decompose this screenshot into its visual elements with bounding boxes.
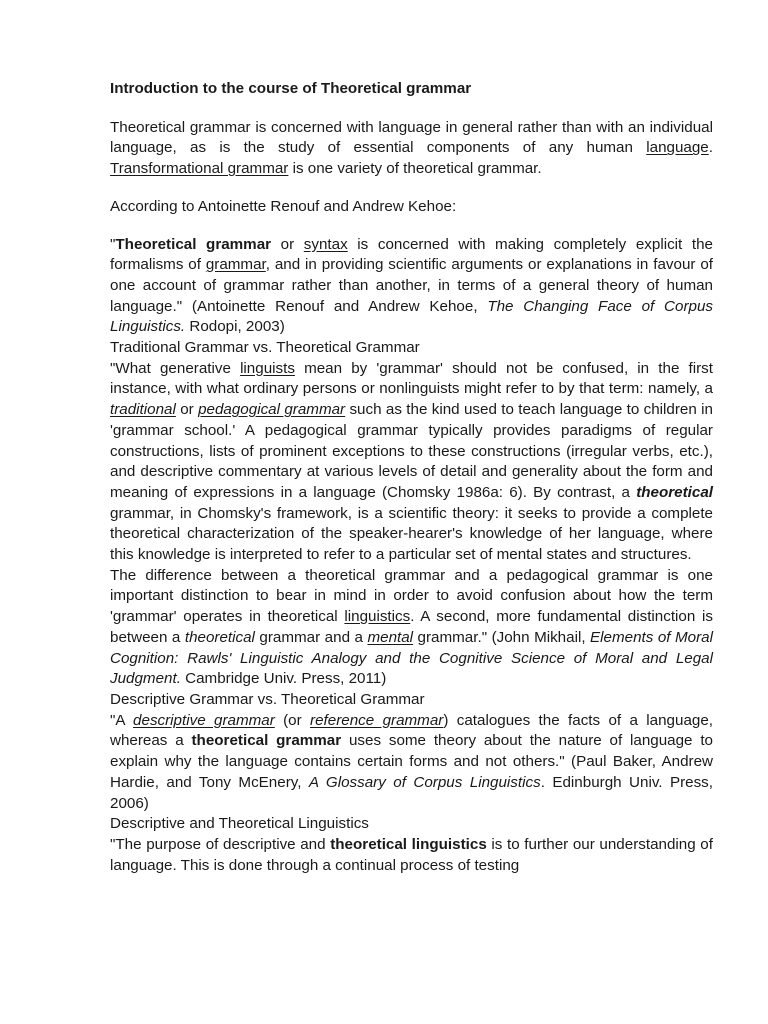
link-reference-grammar[interactable]: reference grammar	[310, 711, 444, 729]
paragraph-descriptive-grammar: "A descriptive grammar (or reference grammar) catalogues the facts of a language, whereas a theoretical grammar uses some theory about the nature of language to explain why the language contains certain forms and not others." (Paul Baker, Andrew Hardie, and Tony McEnery, A Glossary of Corpus Linguistics. Edinburgh Univ. Press, 2006)	[110, 711, 714, 812]
paragraph-difference: The difference between a theoretical grammar and a pedagogical grammar is one important distinction to bear in mind in order to avoid confusion about how the term 'grammar' operates in theoretical linguistics. A second, more fundamental distinction is between a theoretical grammar and a mental grammar." (John Mikhail, Elements of Moral Cognition: Rawls' Linguistic Analogy and the Cognitive Science of Moral and Legal Judgment. Cambridge Univ. Press, 2011)	[110, 566, 713, 688]
link-pedagogical-grammar[interactable]: pedagogical grammar	[198, 401, 346, 419]
link-transformational-grammar[interactable]: Transformational grammar	[110, 160, 289, 178]
link-traditional[interactable]: traditional	[110, 401, 176, 419]
document-title: Introduction to the course of Theoretical grammar	[110, 80, 472, 97]
link-descriptive-grammar[interactable]: descriptive grammar	[133, 711, 275, 729]
paragraph-renouf-quote: "Theoretical grammar or syntax is concerned with making completely explicit the formalisms of grammar, and in providing scientific arguments or explanations in favour of one account of grammar rather than another, in terms of a general theory of human language." (Antoinette Renouf and Andrew Kehoe, The Changing Face of Corpus Linguistics. Rodopi, 2003)	[110, 235, 713, 336]
paragraph-intro: Theoretical grammar is concerned with language in general rather than with an individual language, as is the study of essential components of any human language. Transformational grammar is one variety of theoretical grammar.	[110, 118, 713, 178]
link-linguistics[interactable]: linguistics	[344, 608, 411, 626]
link-linguists[interactable]: linguists	[240, 359, 295, 377]
section-heading-linguistics: Descriptive and Theoretical Linguistics	[110, 815, 369, 833]
link-grammar[interactable]: grammar	[205, 256, 266, 274]
section-heading-descriptive: Descriptive Grammar vs. Theoretical Grammar	[110, 690, 425, 708]
paragraph-according: According to Antoinette Renouf and Andrew Kehoe:	[110, 197, 457, 215]
link-syntax[interactable]: syntax	[303, 235, 348, 253]
link-mental[interactable]: mental	[367, 628, 414, 646]
paragraph-purpose: "The purpose of descriptive and theoretical linguistics is to further our understanding of language. This is done through a continual process of testing	[110, 835, 713, 874]
section-heading-traditional: Traditional Grammar vs. Theoretical Grammar	[110, 339, 420, 357]
paragraph-generative: "What generative linguists mean by 'grammar' should not be confused, in the first instance, with what ordinary persons or nonlinguists might refer to by that term: namely, a traditional or pedagogical grammar such as the kind used to teach language to children in 'grammar school.' A pedagogical grammar typically provides paradigms of regular constructions, lists of prominent exceptions to these constructions (irregular verbs, etc.), and descriptive commentary at various levels of detail and generality about the form and meaning of expressions in a language (Chomsky 1986a: 6). By contrast, a theoretical grammar, in Chomsky's framework, is a scientific theory: it seeks to provide a complete theoretical characterization of the speaker-hearer's knowledge of her language, where this knowledge is interpreted to refer to a particular set of mental states and structures.	[110, 359, 713, 564]
document-body	[110, 79, 713, 876]
link-language[interactable]: language	[646, 139, 709, 157]
